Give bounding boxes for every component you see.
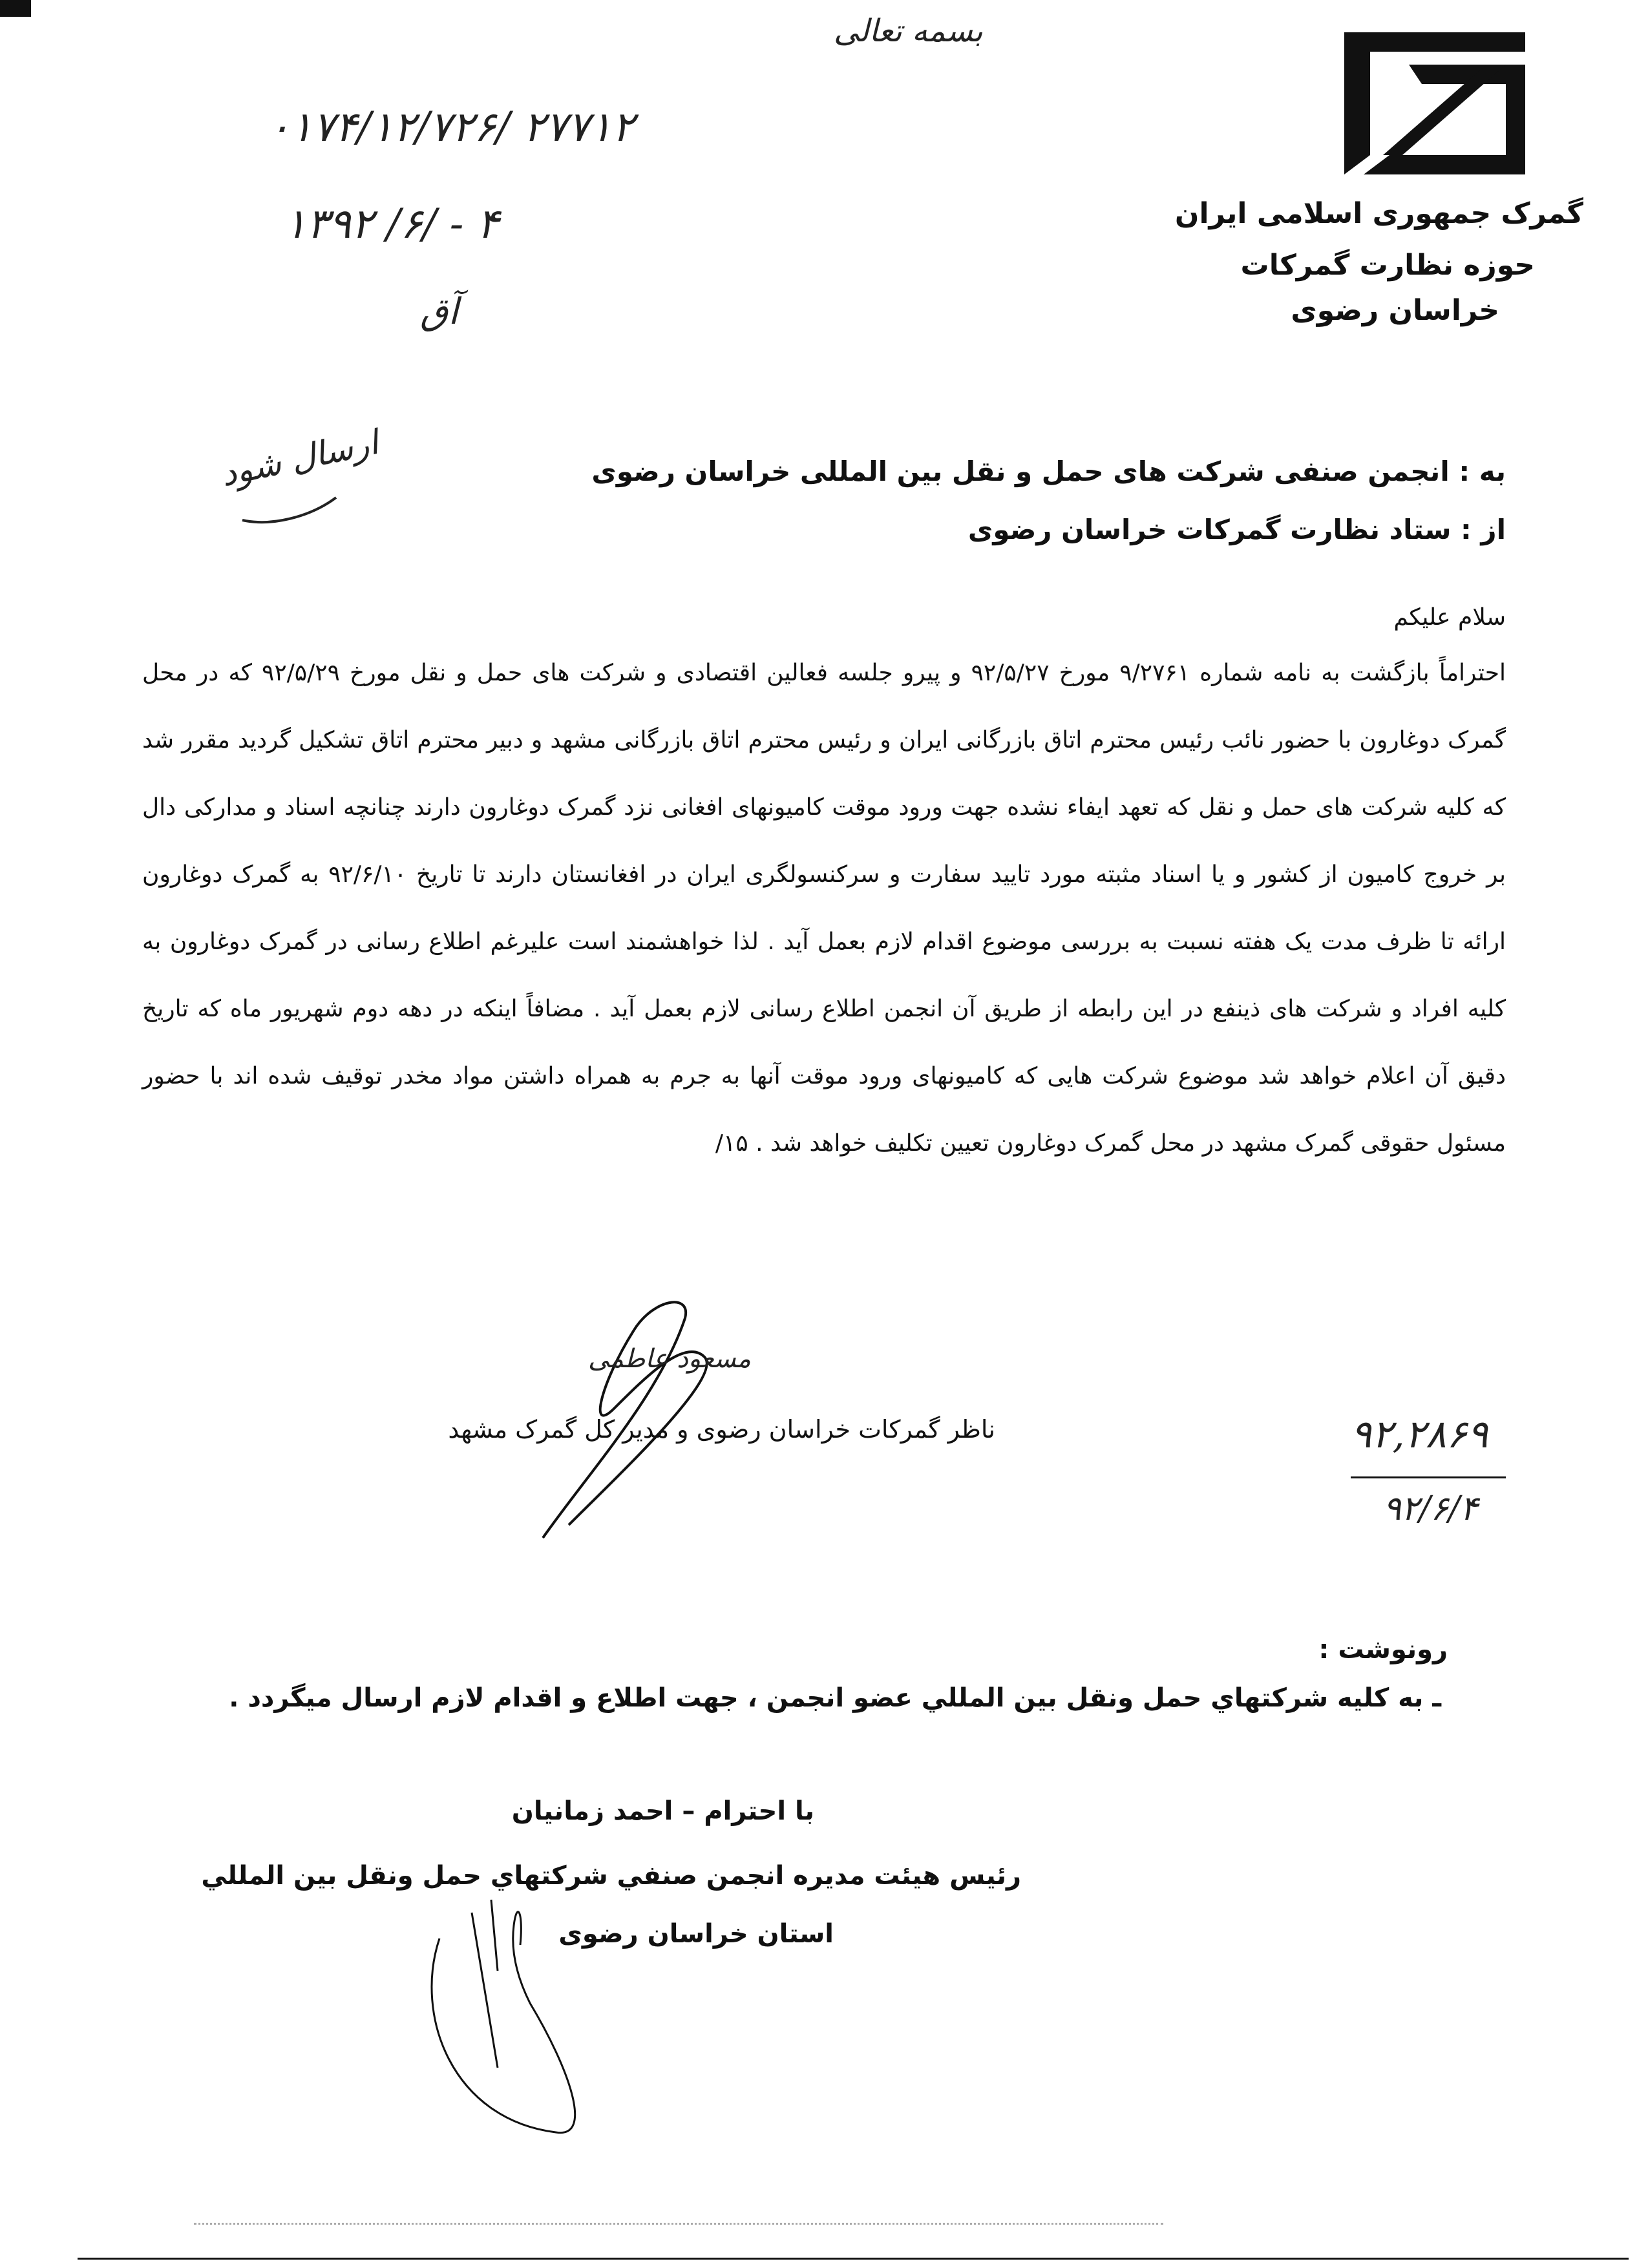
from-line: از : ستاد نظارت گمرکات خراسان رضوی <box>967 514 1506 545</box>
copy-line: ـ به كليه شركتهاي حمل ونقل بين المللي عضو انجمن ، جهت اطلاع و اقدام لازم ارسال ميگردد . <box>229 1683 1441 1713</box>
corner-mark <box>0 0 31 17</box>
signature-scribble-2 <box>401 1874 607 2145</box>
copy-heading: رونوشت : <box>1318 1635 1448 1664</box>
signatory-1-title: ناظر گمرکات خراسان رضوی و مدیر کل گمرک مشهد <box>448 1415 995 1444</box>
org-line-1: گمرک جمهوری اسلامی ایران <box>1174 197 1583 230</box>
dotted-rule <box>194 2223 1163 2225</box>
basmala: بسمه تعالی <box>834 13 983 49</box>
margin-note: ارسال شود <box>217 423 382 495</box>
org-line-2: حوزه نظارت گمرکات <box>1240 249 1535 282</box>
registration-date: ۹۲/۶/۴ <box>1383 1489 1478 1528</box>
to-line: به : انجمن صنفی شرکت های حمل و نقل بین المللی خراسان رضوی <box>591 456 1506 487</box>
body-paragraph: احتراماً بازگشت به نامه شماره ۹/۲۷۶۱ مورخ ۹۲/۵/۲۷ و پیرو جلسه فعالین اقتصادی و شرکت های حمل و نقل مورخ ۹۲/۵/۲۹ که در محل گمرک دوغارون با حضور نائب رئیس محترم اتاق بازرگانی ایران و رئیس محترم اتاق بازرگانی مشهد و دبیر محترم اتاق تشکیل گردید مقرر شد که کلیه شرکت های حمل و نقل که تعهد ایفاء نشده جهت ورود موقت کامیونهای افغانی نزد گمرک دوغارون دارند چنانچه اسناد و مدارکی دال بر خروج کامیون از کشور و یا اسناد مثبته مورد تایید سفارت و سرکنسولگری ایران در افغانستان دارند تا تاریخ ۹۲/۶/۱۰ به گمرک دوغارون ارائه تا ظرف مدت یک هفته نسبت به بررسی موضوع اقدام لازم بعمل آید . لذا خواهشمند است علیرغم اطلاع رسانی در گمرک دوغارون به کلیه افراد و شرکت های ذینفع در این رابطه از طریق آن انجمن اطلاع رسانی لازم بعمل آید . مضافاً اینکه در دهه دوم شهریور ماه که تاریخ دقیق آن اعلام خواهد شد موضوع شرکت هایی که کامیونهای ورود موقت آنها به جرم به همراه داشتن مواد مخدر توقیف شده اند با حضور مسئول حقوقی گمرک مشهد در محل گمرک دوغارون تعیین تکلیف خواهد شد . ۱۵/ <box>142 660 1506 1157</box>
registration-number: ۹۲,۲۸۶۹ <box>1351 1412 1488 1457</box>
org-line-3: خراسان رضوی <box>1291 294 1499 327</box>
handwritten-note: آق <box>420 291 459 333</box>
registration-divider <box>1351 1476 1506 1478</box>
greeting: سلام علیکم <box>1393 604 1506 631</box>
reference-number: ۰۱۷۴/۱۲/۷۲۶/ ۲۷۷۱۲ <box>268 103 635 151</box>
letter-date: ۱۳۹۲ /۶/ - ۴ <box>284 200 500 248</box>
signatory-2-province: استان خراسان رضوی <box>558 1919 834 1949</box>
signatory-1-name: مسعود عاطمی <box>588 1344 751 1374</box>
regards-line: با احترام – احمد زمانیان <box>511 1796 814 1826</box>
letter-body <box>142 640 1506 1177</box>
bottom-rule <box>78 2258 1629 2260</box>
customs-logo <box>1338 26 1532 181</box>
margin-note-underline <box>239 491 343 530</box>
signatory-2-title: رئيس هيئت مديره انجمن صنفي شركتهاي حمل ونقل بين المللي <box>201 1861 1021 1891</box>
